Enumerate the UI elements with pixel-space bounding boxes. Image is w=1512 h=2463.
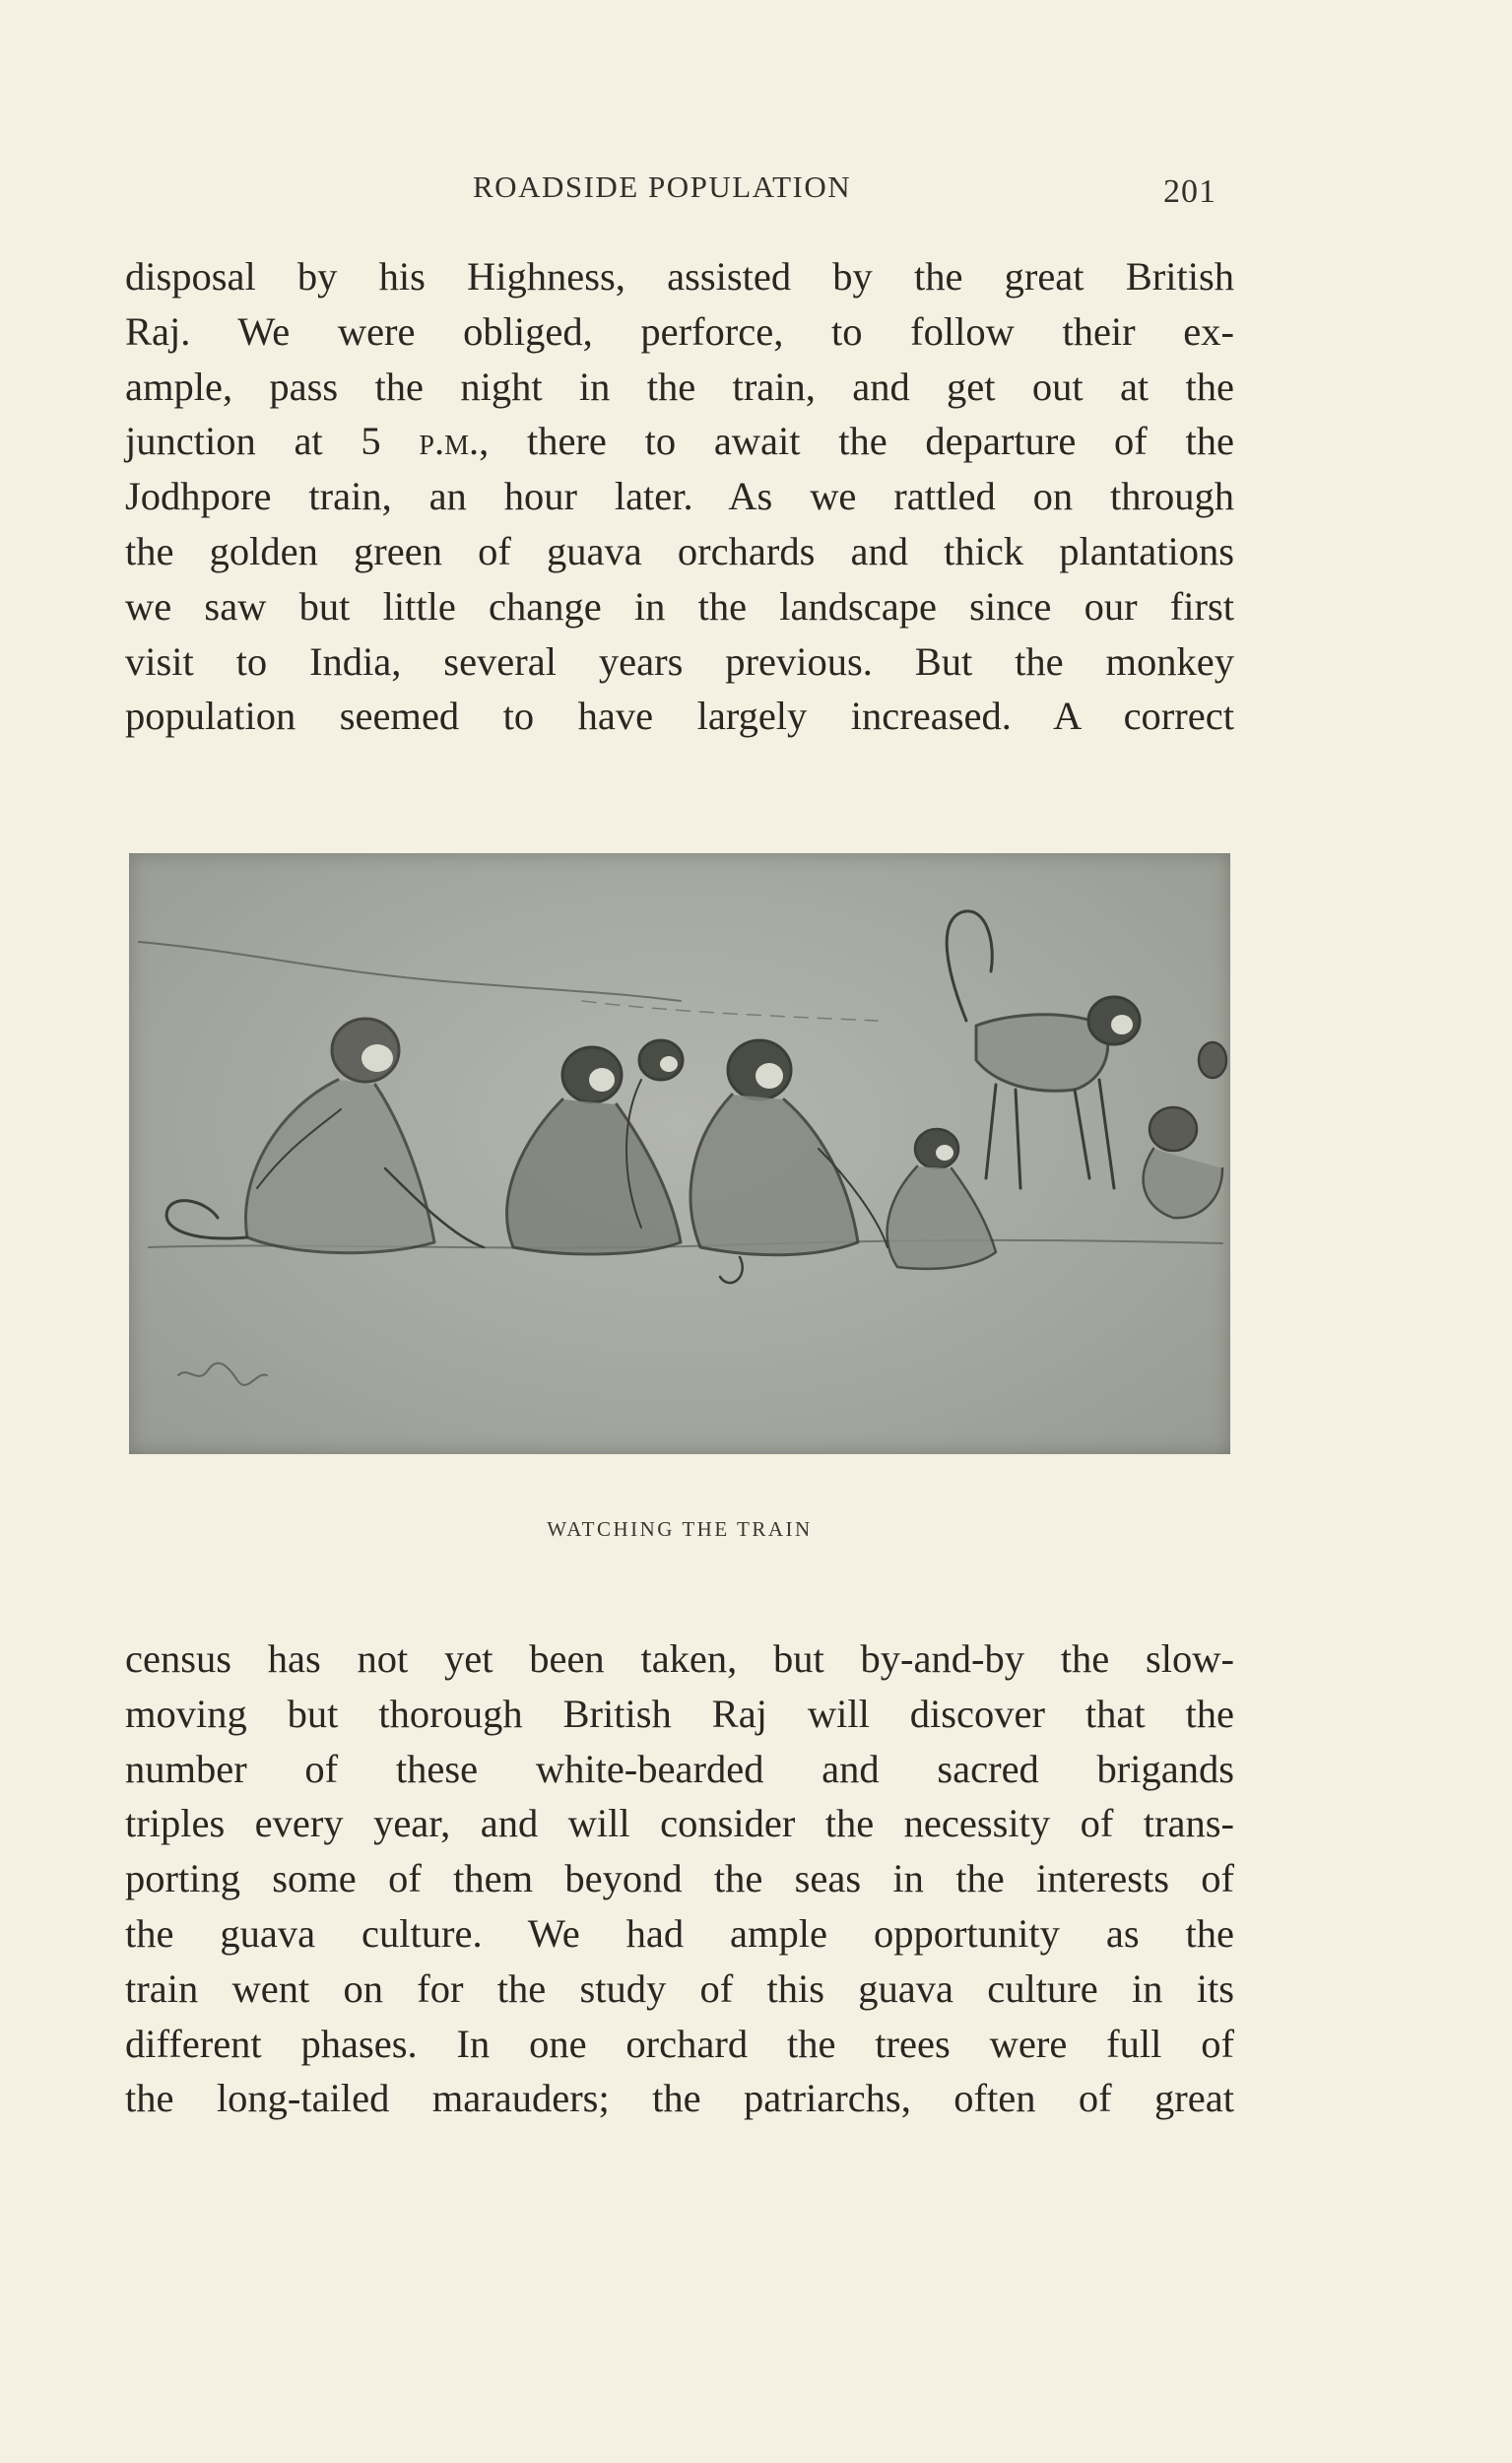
text-line: moving but thorough British Raj will discover that the	[125, 1691, 1234, 1736]
text-line: the golden green of guava orchards and thick plantations	[125, 528, 1234, 573]
text-line: disposal by his Highness, assisted by the great British	[125, 254, 1234, 299]
text-line: Jodhpore train, an hour later. As we rattled on through	[125, 474, 1234, 519]
text-line-with-time	[125, 414, 1234, 469]
text-line: porting some of them beyond the seas in the interests of	[125, 1856, 1234, 1901]
text-line: Raj. We were obliged, perforce, to follow their ex-	[125, 308, 1234, 354]
running-head: ROADSIDE POPULATION	[473, 169, 852, 204]
text-fragment: , there to await the departure of the	[479, 419, 1234, 464]
body-text-top	[125, 249, 1234, 744]
text-fragment: junction at 5	[125, 419, 420, 464]
time-abbreviation: p.m.	[419, 419, 480, 464]
text-line: the guava culture. We had ample opportunity as the	[125, 1910, 1234, 1956]
text-line: visit to India, several years previous. But the monkey	[125, 638, 1234, 684]
text-line: census has not yet been taken, but by-and-by the slow-	[125, 1636, 1234, 1681]
body-text-bottom	[125, 1631, 1234, 2126]
monkeys-sketch	[129, 853, 1230, 1454]
illustration-caption: WATCHING THE TRAIN	[547, 1517, 813, 1541]
text-line: population seemed to have largely increased. A correct	[125, 694, 1234, 739]
text-line: train went on for the study of this guava culture in its	[125, 1965, 1234, 2011]
text-line: number of these white-bearded and sacred brigands	[125, 1746, 1234, 1791]
page-number: 201	[1163, 173, 1216, 210]
text-line: the long-tailed marauders; the patriarchs, often of great	[125, 2076, 1234, 2121]
text-line: we saw but little change in the landscape since our first	[125, 583, 1234, 629]
text-line: different phases. In one orchard the trees were full of	[125, 2021, 1234, 2066]
illustration-plate	[129, 853, 1230, 1454]
text-line: triples every year, and will consider the necessity of trans-	[125, 1801, 1234, 1846]
text-line: ample, pass the night in the train, and get out at the	[125, 364, 1234, 409]
